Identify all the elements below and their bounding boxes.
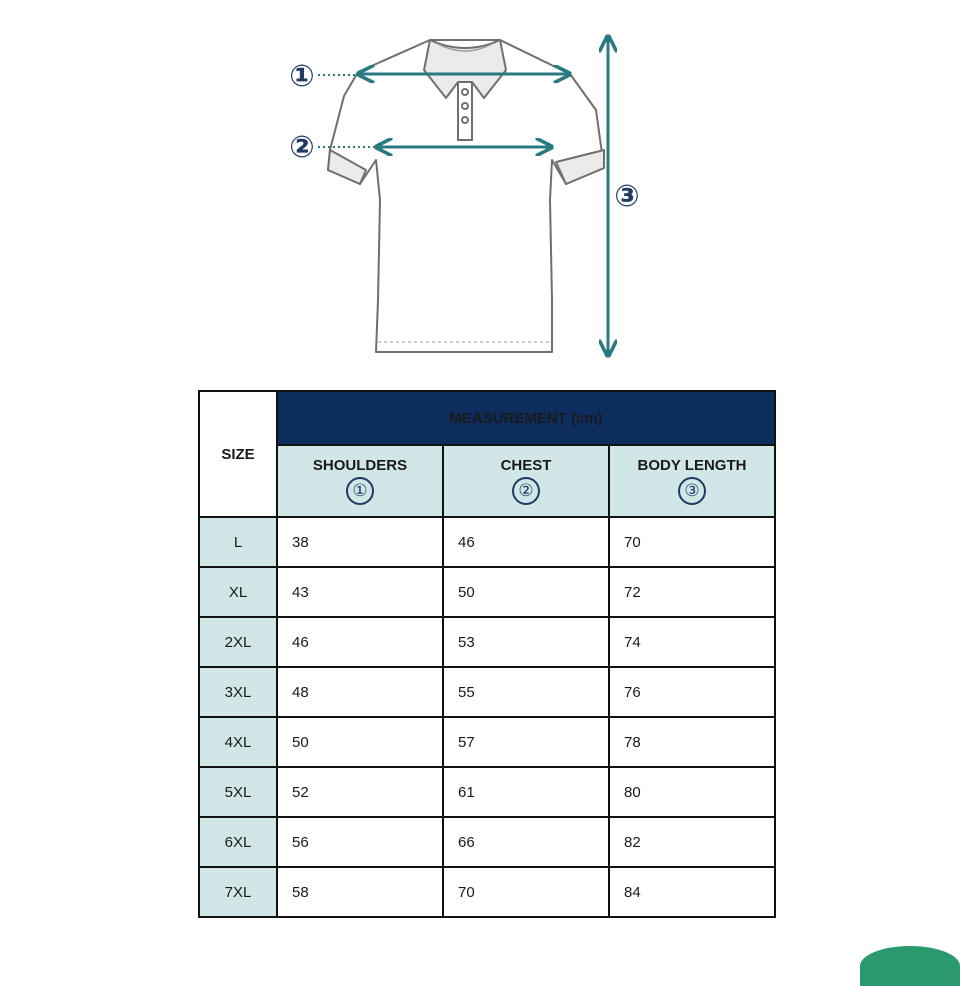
measurement-header: MEASUREMENT (cm) bbox=[277, 391, 775, 445]
marker-1-label: ① bbox=[289, 59, 315, 94]
table-row bbox=[199, 667, 775, 717]
size-header: SIZE bbox=[199, 391, 277, 517]
polo-shirt-illustration bbox=[328, 40, 604, 352]
marker-2-label: ② bbox=[289, 130, 315, 165]
chest-cell: 57 bbox=[443, 717, 609, 767]
size-cell: 5XL bbox=[199, 767, 277, 817]
table-row bbox=[199, 817, 775, 867]
size-cell: XL bbox=[199, 567, 277, 617]
table-row bbox=[199, 767, 775, 817]
body-length-marker: ③ bbox=[678, 477, 706, 505]
shoulders-cell: 56 bbox=[277, 817, 443, 867]
body-length-header bbox=[609, 445, 775, 517]
corner-badge bbox=[860, 946, 960, 986]
shoulders-cell: 46 bbox=[277, 617, 443, 667]
body-length-label: BODY LENGTH bbox=[637, 457, 747, 474]
table-row bbox=[199, 617, 775, 667]
size-cell: 7XL bbox=[199, 867, 277, 917]
chest-header bbox=[443, 445, 609, 517]
chest-cell: 61 bbox=[443, 767, 609, 817]
shoulders-cell: 48 bbox=[277, 667, 443, 717]
button-1 bbox=[462, 89, 468, 95]
chest-cell: 53 bbox=[443, 617, 609, 667]
shoulders-cell: 58 bbox=[277, 867, 443, 917]
body-length-cell: 78 bbox=[609, 717, 775, 767]
table-row bbox=[199, 517, 775, 567]
shoulders-cell: 38 bbox=[277, 517, 443, 567]
size-chart-table bbox=[198, 390, 776, 918]
chest-cell: 46 bbox=[443, 517, 609, 567]
size-cell: 3XL bbox=[199, 667, 277, 717]
button-3 bbox=[462, 117, 468, 123]
button-2 bbox=[462, 103, 468, 109]
size-cell: 2XL bbox=[199, 617, 277, 667]
size-cell: L bbox=[199, 517, 277, 567]
body-length-cell: 84 bbox=[609, 867, 775, 917]
shoulders-marker: ① bbox=[346, 477, 374, 505]
shoulders-cell: 43 bbox=[277, 567, 443, 617]
body-length-cell: 74 bbox=[609, 617, 775, 667]
shoulders-cell: 50 bbox=[277, 717, 443, 767]
shoulders-label: SHOULDERS bbox=[312, 457, 408, 474]
shoulders-header bbox=[277, 445, 443, 517]
size-cell: 6XL bbox=[199, 817, 277, 867]
table-row bbox=[199, 867, 775, 917]
marker-3-label: ③ bbox=[614, 179, 640, 214]
chest-cell: 70 bbox=[443, 867, 609, 917]
shoulders-cell: 52 bbox=[277, 767, 443, 817]
body-length-cell: 72 bbox=[609, 567, 775, 617]
polo-shirt-measurement-diagram bbox=[0, 0, 969, 380]
size-cell: 4XL bbox=[199, 717, 277, 767]
body-length-cell: 82 bbox=[609, 817, 775, 867]
chest-cell: 66 bbox=[443, 817, 609, 867]
chest-marker: ② bbox=[512, 477, 540, 505]
table-row bbox=[199, 567, 775, 617]
chest-label: CHEST bbox=[500, 457, 552, 474]
body-length-cell: 76 bbox=[609, 667, 775, 717]
body-length-cell: 70 bbox=[609, 517, 775, 567]
shirt-body bbox=[328, 40, 604, 352]
table-row bbox=[199, 717, 775, 767]
chest-cell: 55 bbox=[443, 667, 609, 717]
chest-cell: 50 bbox=[443, 567, 609, 617]
body-length-cell: 80 bbox=[609, 767, 775, 817]
